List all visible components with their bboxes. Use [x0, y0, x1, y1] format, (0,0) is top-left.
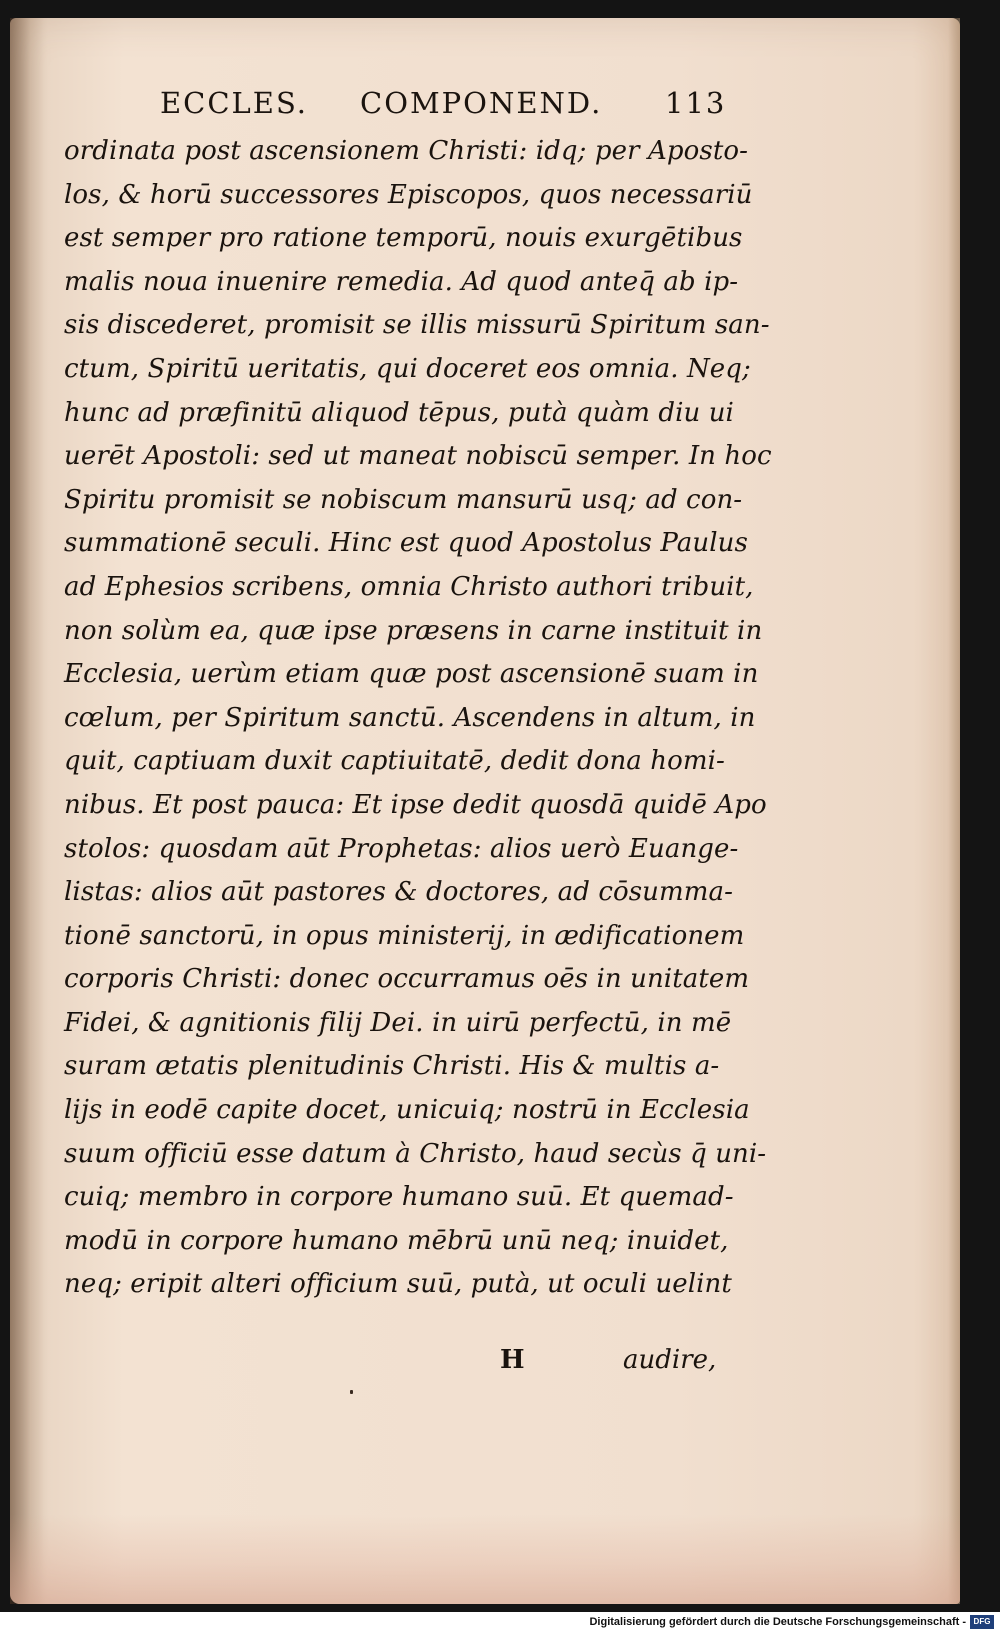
body-text — [64, 130, 772, 1307]
text-line: ordinata post ascensionem Christi: idq; per Aposto- — [64, 136, 749, 166]
text-line: suram ætatis plenitudinis Christi. His & multis a- — [64, 1051, 720, 1082]
text-line: los, & horū successores Episcopos, quos necessariū — [64, 179, 753, 210]
dfg-logo: DFG — [970, 1615, 994, 1629]
text-line: stolos: quosdam aūt Prophetas: alios uerò Euange- — [64, 833, 739, 864]
digitization-credit: Digitalisierung gefördert durch die Deutsche Forschungsgemeinschaft - — [589, 1616, 966, 1628]
text-line: tionē sanctorū, in opus ministerij, in ædificationem — [64, 920, 745, 951]
text-line: ad Ephesios scribens, omnia Christo authori tribuit, — [64, 571, 754, 602]
text-line: malis noua inuenire remedia. Ad quod anteq̄ ab ip- — [64, 266, 739, 297]
text-line: Ecclesia, uerùm etiam quæ post ascensionē suam in — [64, 659, 759, 690]
text-line: suum officiū esse datum à Christo, haud secùs q̄ uni- — [64, 1138, 767, 1169]
text-line: nibus. Et post pauca: Et ipse dedit quosdā quidē Apo — [64, 789, 767, 820]
signature-mark: H — [500, 1345, 525, 1375]
ink-speck — [350, 1390, 353, 1394]
page-edge-right — [948, 18, 960, 1604]
text-line: ctum, Spiritū ueritatis, qui doceret eos omnia. Neq; — [64, 353, 751, 384]
running-head-title: COMPONEND. — [360, 86, 603, 120]
text-line: quit, captiuam duxit captiuitatē, dedit dona homi- — [64, 746, 725, 777]
page-number: 113 — [665, 86, 727, 120]
page-edge-bottom — [10, 1514, 960, 1604]
text-line: sis discederet, promisit se illis missurū Spiritum san- — [64, 310, 770, 341]
text-line: est semper pro ratione temporū, nouis exurgētibus — [64, 223, 743, 254]
running-head-left: ECCLES. — [160, 86, 309, 120]
gutter-shadow — [10, 18, 44, 1604]
text-line: cœlum, per Spiritum sanctū. Ascendens in altum, in — [64, 702, 756, 733]
text-line: lijs in eodē capite docet, unicuiq; nostrū in Ecclesia — [64, 1095, 750, 1126]
text-line: corporis Christi: donec occurramus oēs in unitatem — [64, 964, 750, 995]
text-line: uerēt Apostoli: sed ut maneat nobiscū semper. In hoc — [64, 441, 772, 472]
text-line: listas: alios aūt pastores & doctores, ad cōsumma- — [64, 877, 734, 908]
text-line: Spiritu promisit se nobiscum mansurū usq; ad con- — [64, 484, 743, 515]
text-line: modū in corpore humano mēbrū unū neq; inuidet, — [64, 1225, 729, 1256]
text-line: neq; eripit alteri officium suū, putà, ut oculi uelint — [64, 1269, 732, 1300]
catchword: audire, — [623, 1345, 717, 1375]
text-line: summationē seculi. Hinc est quod Apostolus Paulus — [64, 528, 748, 559]
text-line: cuiq; membro in corpore humano suū. Et quemad- — [64, 1182, 734, 1213]
text-line: non solùm ea, quæ ipse præsens in carne instituit in — [64, 615, 763, 646]
text-line: hunc ad præfinitū aliquod tēpus, putà quàm diu ui — [64, 397, 734, 428]
running-head — [160, 86, 727, 136]
text-line: Fidei, & agnitionis filij Dei. in uirū perfectū, in mē — [64, 1007, 732, 1038]
